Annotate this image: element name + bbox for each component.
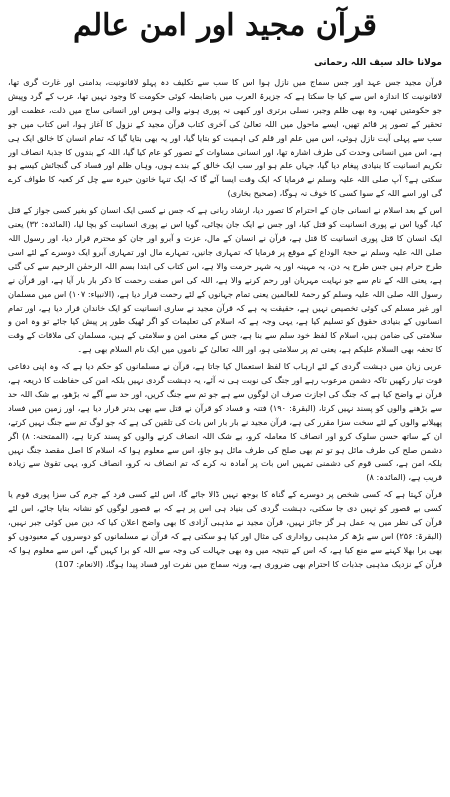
author-byline: مولانا خالد سیف اللہ رحمانی xyxy=(314,58,442,68)
paragraph: قرآن کہتا ہے کہ کسی شخص پر دوسرے کے گناہ کا بوجھ نہیں ڈالا جائے گا، اس لئے کسی فرد کے جرم کی سزا پوری قوم یا کسی بے قصور کو نہیں دی جا سکتی، دہشت گردی کی بنیاد ہی اس پر ہے کہ بے قصور لوگوں کو نشانہ بنایا جائے، اس لئے قرآن کی نظر میں یہ عمل ہر گز جائز نہیں، قرآن مجید نے مذہبی آزادی کا بھی واضح اعلان کیا کہ دین میں کوئی جبر نہیں، (البقرۃ: ۲۵۶) اس سے بڑھ کر مذہبی رواداری کی مثال اور کیا ہو سکتی ہے کہ قرآن نے مسلمانوں کو دوسروں کے معبودوں کو بھی برا بھلا کہنے سے منع کیا ہے، کہ اس کے نتیجہ میں وہ بھی جہالت کی وجہ سے اللہ کو برا کہیں گے، اس سے معلوم ہوا کہ قرآن کے نزدیک مذہبی جذبات کا احترام بھی ضروری ہے، ورنہ سماج میں نفرت اور فساد پیدا ہوگا، (الانعام: 107) xyxy=(8,489,442,569)
article-title: قرآن مجید اور امن عالم xyxy=(73,8,377,43)
paragraph: قرآن مجید جس عہد اور جس سماج میں نازل ہوا اس کا سب سے تکلیف دہ پہلو لاقانونیت، بدامنی اور غارت گری تھا، لاقانونیت کا اندازہ اس سے کیا جا سکتا ہے کہ جزیرۃ العرب میں باضابطہ کوئی حکومت کا وجود نہیں تھا، عرب کے گرد وپیش جو حکومتیں تھیں، وہ بھی ظلم وجبر، نسلی برتری اور کبھی نہ پوری ہونے والی ہوس اور انسانی ساج میں ذلت، عظمت اور تحقیر کے تصور پر قائم تھیں، ایسے ماحول میں اللہ تعالیٰ کی آخری کتاب قرآن مجید کے نزول کا آغاز ہوا، اس کتاب میں جو سب سے پہلی آیت نازل ہوئی، اس میں علم اور قلم کی اہمیت کو بتایا گیا، اور یہ بھی بتایا گیا کہ تمام انسان کا خالق ایک ہی ہے، اس میں انسانی وحدت کی طرف اشارہ تھا، اور انسانی مساوات کے تصور کو عام کیا گیا، اللہ کے بندوں کا جذبۂ انصاف اور تکریم انسانیت کا بنیادی پیغام دیا گیا، جہاں علم ہو اور سب ایک خالق کے بندے ہوں، وہاں ظلم اور فساد کی گنجائش کیسے ہو سکتی ہے؟ آپ صلی اللہ علیہ وسلم نے فرمایا کہ ایک وقت ایسا آئے گا کہ ایک تنہا خاتون حیرہ سے چل کر کعبہ کا طواف کرے گی اور اسے اللہ کے سوا کسی کا خوف نہ ہوگا، (صحیح بخاری) xyxy=(8,77,442,199)
paragraph: اس کے بعد اسلام نے انسانی جان کے احترام کا تصور دیا، ارشاد ربانی ہے کہ جس نے کسی ایک انسان کو بغیر کسی جواز کے قتل کیا، گویا اس نے پوری انسانیت کو قتل کیا، اور جس نے ایک جان بچائی، گویا اس نے پوری انسانیت کو بچا لیا، (المائدہ: ۳۲) یعنی ایک انسان کا قتل پوری انسانیت کا قتل ہے، قرآن نے انسان کے مال، عزت و آبرو اور جان کو محترم قرار دیا، اور رسول اللہ صلی اللہ علیہ وسلم نے حجۃ الوداع کے موقع پر فرمایا کہ تمہاری جانیں، تمہارے مال اور تمہاری آبرو ایک دوسرے کے لئے اسی طرح حرام ہیں جس طرح یہ دن، یہ مہینہ اور یہ شہر حرمت والا ہے، اس کتاب کی ابتدا بسم اللہ الرحمٰن الرحیم سے کی گئی ہے، یعنی اللہ کے نام سے جو نہایت مہربان اور رحم کرنے والا ہے، اللہ کی اس صفت رحمت کا ذکر بار بار آیا ہے، اور قرآن نے رسول اللہ صلی اللہ علیہ وسلم کو رحمۃ للعالمین یعنی تمام جہانوں کے لئے رحمت قرار دیا ہے، (الانبیاء: ۱۰۷) اس میں مسلمان اور غیر مسلم کی کوئی تخصیص نہیں ہے، حقیقت یہ ہے کہ قرآن مجید نے ساری انسانیت کو ایک خاندان قرار دیا ہے، اور تمام انسانوں کے بنیادی حقوق کو تسلیم کیا ہے، یہی وجہ ہے کہ اسلام کی تعلیمات کو اگر ٹھیک طور پر پیش کیا جائے تو وہ امن و سلامتی کی ضامن ہیں، اسلام کا لفظ خود سلم سے بنا ہے، جس کے معنی امن و سلامتی کے ہیں، مسلمان کی ملاقات کے وقت کا تحفہ بھی السلام علیکم ہے، یعنی تم پر سلامتی ہو، اور اللہ تعالیٰ کے ناموں میں ایک نام السلام بھی ہے۔ xyxy=(8,205,442,355)
article-body xyxy=(8,76,442,788)
paragraph: عربی زبان میں دہشت گردی کے لئے ارہاب کا لفظ استعمال کیا جاتا ہے، قرآن نے مسلمانوں کو حکم دیا ہے کہ وہ اپنی دفاعی قوت تیار رکھیں تاکہ دشمن مرعوب رہے اور جنگ کی نوبت ہی نہ آئے، یہ دہشت گردی نہیں بلکہ امن کی حفاظت کا ذریعہ ہے، قرآن نے واضح کیا ہے کہ جنگ کی اجازت صرف ان لوگوں سے ہے جو تم سے جنگ کریں، اور حد سے آگے نہ بڑھو، بے شک اللہ حد سے بڑھنے والوں کو پسند نہیں کرتا، (البقرۃ: ۱۹۰) فتنہ و فساد کو قرآن نے قتل سے بھی بدتر قرار دیا ہے، اور زمین میں فساد پھیلانے والوں کے لئے سخت سزا مقرر کی ہے، قرآن مجید نے بار بار اس بات کی تلقین کی ہے کہ جو لوگ تم سے جنگ نہیں کرتے، ان کے ساتھ حسن سلوک کرو اور انصاف کا معاملہ کرو، بے شک اللہ انصاف کرنے والوں کو پسند کرتا ہے، (الممتحنہ: ۸) اگر دشمن صلح کی طرف مائل ہو تو تم بھی صلح کی طرف مائل ہو جاؤ، اس سے معلوم ہوا کہ اسلام کا اصل مقصد جنگ نہیں بلکہ امن ہے، کسی قوم کی دشمنی تمہیں اس بات پر آمادہ نہ کرے کہ تم انصاف نہ کرو، انصاف کرو، یہی تقویٰ سے زیادہ قریب ہے، (المائدہ: ۸) xyxy=(8,361,442,483)
